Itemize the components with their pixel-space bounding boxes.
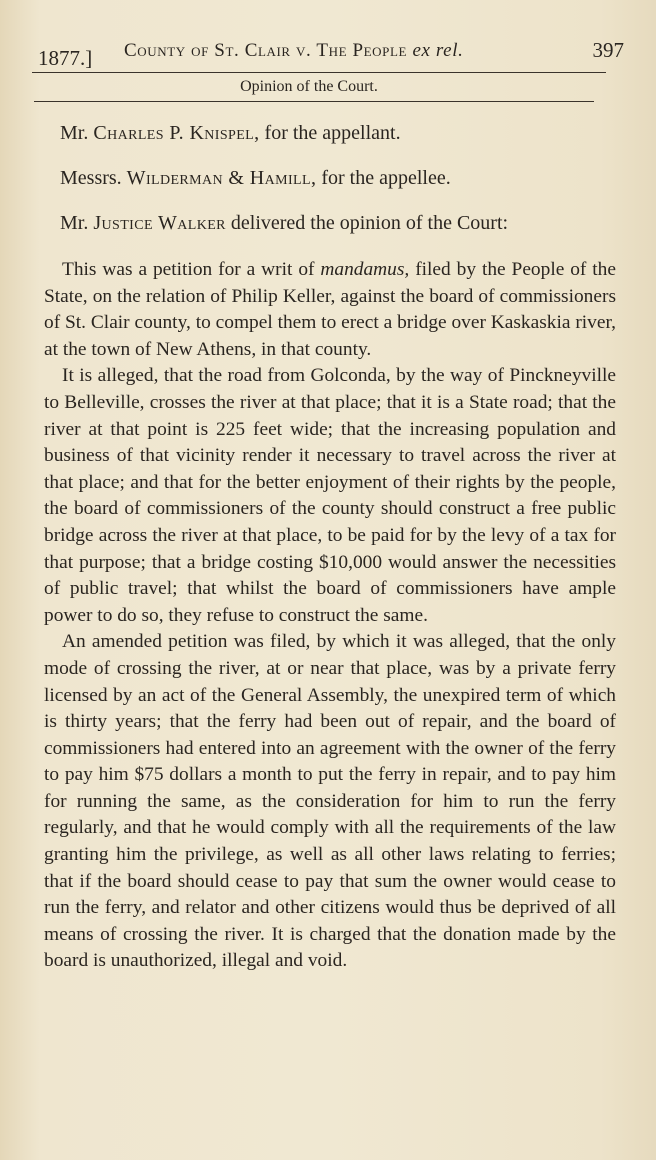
paragraph-text: It is alleged, that the road from Golconda, by the way of Pinckneyville to Belleville, crosses the river at that place; that it is a State road; that the river at that point is 225 feet wide; that the increasing population and business of that vicinity render it necessary to travel across the river at that place; and that for the better enjoyment of their rights by the people, the board of commissioners of the county should construct a free public bridge across the river at that place, to be paid for by the levy of a tax for that purpose; that a bridge costing $10,000 would answer the necessities of public travel; that whilst the board of commissioners have ample power to do so, they refuse to construct the same. xyxy=(44,365,616,626)
counsel-appellant xyxy=(60,122,626,145)
counsel-name: Charles P. Knispel, xyxy=(93,122,260,144)
paragraph-italic: mandamus, xyxy=(320,259,410,280)
page-number: 397 xyxy=(592,38,624,62)
counsel-prefix: Mr. xyxy=(60,212,89,234)
paragraph xyxy=(44,363,616,629)
counsel-role: for the appellant. xyxy=(264,122,401,144)
opinion-author xyxy=(60,212,626,235)
running-head-case-name: County of St. Clair v. The People xyxy=(124,40,408,61)
counsel-prefix: Mr. xyxy=(60,122,89,144)
running-head-year: 1877.] xyxy=(38,46,93,70)
counsel-name: Wilderman & Hamill, xyxy=(126,167,317,189)
justice-name: Justice Walker xyxy=(93,212,226,234)
running-head xyxy=(38,36,626,70)
section-heading: Opinion of the Court. xyxy=(240,78,378,95)
paragraph xyxy=(44,629,616,975)
opinion-intro: delivered the opinion of the Court: xyxy=(230,212,509,234)
counsel-prefix: Messrs. xyxy=(60,167,122,189)
paragraph-text: filed by the People of the State, on the relation of Philip Keller, against the board of commissioners of St. Clair county, to compel them to erect a bridge over Kaskaskia river, at the town of New Athens, in that county. xyxy=(44,259,616,360)
counsel-appellee xyxy=(60,167,626,190)
counsel-role: for the appellee. xyxy=(321,167,451,189)
paragraph xyxy=(44,257,616,363)
running-head-ex-rel: ex rel. xyxy=(412,40,464,61)
running-head-title xyxy=(124,40,463,62)
paragraph-text: This was a petition for a writ of xyxy=(62,259,321,280)
section-rule xyxy=(34,101,594,102)
opinion-body xyxy=(44,257,616,975)
paragraph-text: An amended petition was filed, by which it was alleged, that the only mode of crossing the river, at or near that place, was by a private ferry licensed by an act of the General Assembly, the unexpired term of which is thirty years; that the ferry had been out of repair, and the board of commissioners had entered into an agreement with the owner of the ferry to pay him $75 dollars a month to put the ferry in repair, and to pay him for running the same, as the consideration for him to run the ferry regularly, and that he would comply with all the requirements of the law granting him the privilege, as well as all other laws relating to ferries; that if the board should cease to pay that sum the owner would cease to run the ferry, and relator and other citizens would thus be deprived of all means of crossing the river. It is charged that the donation made by the board is unauthorized, illegal and void. xyxy=(44,631,616,972)
header-rule xyxy=(32,72,606,73)
